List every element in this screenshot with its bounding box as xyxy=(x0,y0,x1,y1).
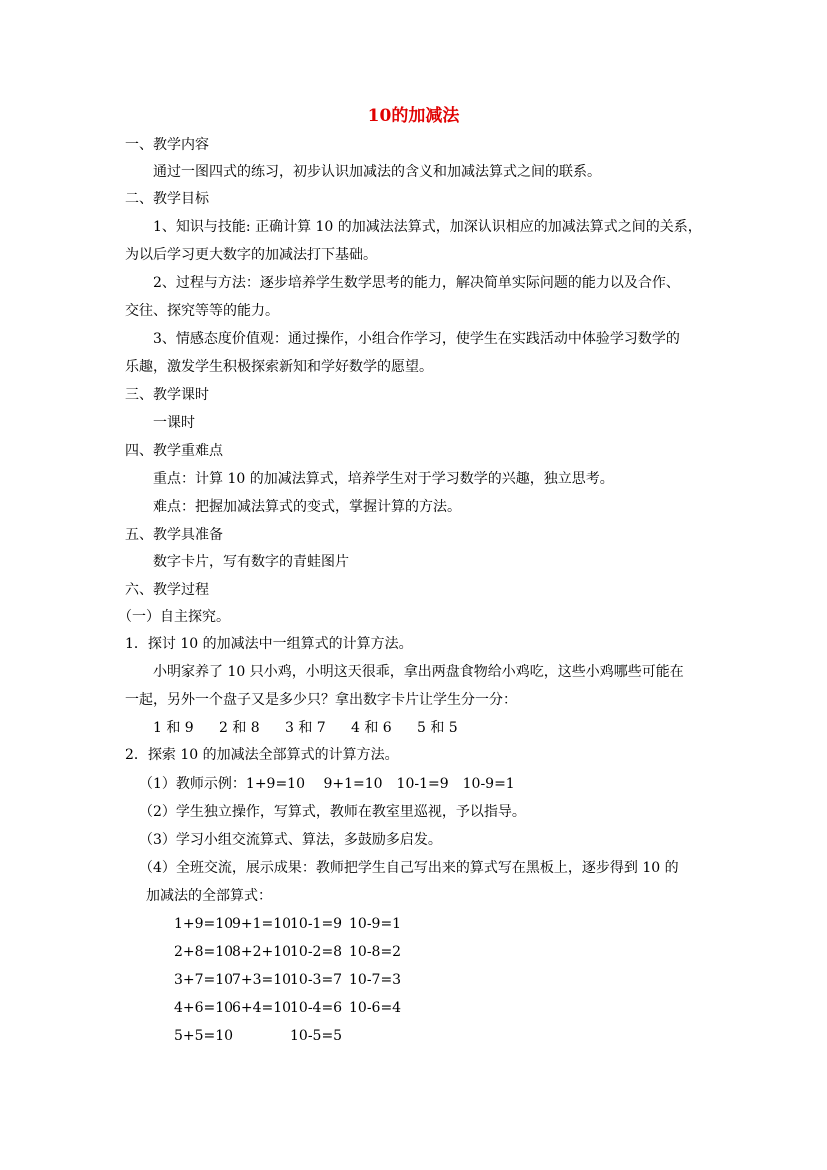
paragraph: 通过一图四式的练习，初步认识加减法的含义和加减法算式之间的联系。 xyxy=(153,164,601,180)
section-heading-key-points: 四、教学重难点 xyxy=(125,443,223,459)
paragraph: 交往、探究等等的能力。 xyxy=(125,303,279,319)
equation: 1+9=10 xyxy=(174,916,234,932)
paragraph: 1、知识与技能: 正确计算 10 的加减法法算式，加深认识相应的加减法算式之间的关系， xyxy=(153,219,702,235)
paragraph: 小明家养了 10 只小鸡，小明这天很乖，拿出两盘食物给小鸡吃，这些小鸡哪些可能在 xyxy=(153,664,684,680)
equation: 10-8=2 xyxy=(349,944,402,960)
paragraph: 2、过程与方法：逐步培养学生数学思考的能力，解决简单实际问题的能力以及合作、 xyxy=(153,275,680,291)
subsection-heading: （一）自主探究。 xyxy=(118,609,230,625)
equation: 10-9=1 xyxy=(349,916,402,932)
section-heading-process: 六、教学过程 xyxy=(125,582,209,598)
equation: 2+8=10 xyxy=(174,944,234,960)
document-title: 10的加减法 xyxy=(367,106,460,126)
list-item: 2．探索 10 的加减法全部算式的计算方法。 xyxy=(125,747,399,763)
equation: 10-7=3 xyxy=(349,972,402,988)
paragraph: 难点：把握加减法算式的变式，掌握计算的方法。 xyxy=(153,499,461,515)
equation: 8+2+10 xyxy=(232,944,292,960)
equation: 10-1=9 xyxy=(290,916,343,932)
step-item: （3）学习小组交流算式、算法，多鼓励多启发。 xyxy=(139,832,442,848)
step-item: 加减法的全部算式： xyxy=(146,888,272,904)
paragraph: 为以后学习更大数字的加减法打下基础。 xyxy=(125,247,377,263)
paragraph: 乐趣，激发学生积极探索新知和学好数学的愿望。 xyxy=(125,359,433,375)
number-pair: 5 和 5 xyxy=(417,720,458,736)
equation: 7+3=10 xyxy=(232,972,292,988)
equation: 3+7=10 xyxy=(174,972,234,988)
number-pair: 4 和 6 xyxy=(351,720,392,736)
equation: 9+1=10 xyxy=(232,916,292,932)
section-heading-objectives: 二、教学目标 xyxy=(125,191,209,207)
equation: 10-2=8 xyxy=(290,944,343,960)
number-pair: 1 和 9 xyxy=(153,720,194,736)
list-item: 1．探讨 10 的加减法中一组算式的计算方法。 xyxy=(125,636,413,652)
section-heading-materials: 五、教学具准备 xyxy=(125,527,223,543)
step-item: （4）全班交流，展示成果：教师把学生自己写出来的算式写在黑板上，逐步得到 10 的 xyxy=(139,860,679,876)
step-item: （1）教师示例：1+9=10 9+1=10 10-1=9 10-9=1 xyxy=(139,776,515,792)
equation: 4+6=10 xyxy=(174,1000,234,1016)
number-pair: 3 和 7 xyxy=(285,720,326,736)
equation: 10-6=4 xyxy=(349,1000,402,1016)
equation: 10-5=5 xyxy=(290,1028,343,1044)
paragraph: 一起，另外一个盘子又是多少只？拿出数字卡片让学生分一分： xyxy=(125,692,517,708)
paragraph: 一课时 xyxy=(153,415,195,431)
step-item: （2）学生独立操作，写算式，教师在教室里巡视，予以指导。 xyxy=(139,804,526,820)
paragraph: 3、情感态度价值观：通过操作，小组合作学习，使学生在实践活动中体验学习数学的 xyxy=(153,331,680,347)
equation: 6+4=10 xyxy=(232,1000,292,1016)
equation: 10-4=6 xyxy=(290,1000,343,1016)
equation: 10-3=7 xyxy=(290,972,343,988)
section-heading-periods: 三、教学课时 xyxy=(125,387,209,403)
number-pair: 2 和 8 xyxy=(219,720,260,736)
equation: 5+5=10 xyxy=(174,1028,234,1044)
paragraph: 重点：计算 10 的加减法算式，培养学生对于学习数学的兴趣，独立思考。 xyxy=(153,471,614,487)
section-heading-content: 一、教学内容 xyxy=(125,137,209,153)
paragraph: 数字卡片，写有数字的青蛙图片 xyxy=(153,554,349,570)
